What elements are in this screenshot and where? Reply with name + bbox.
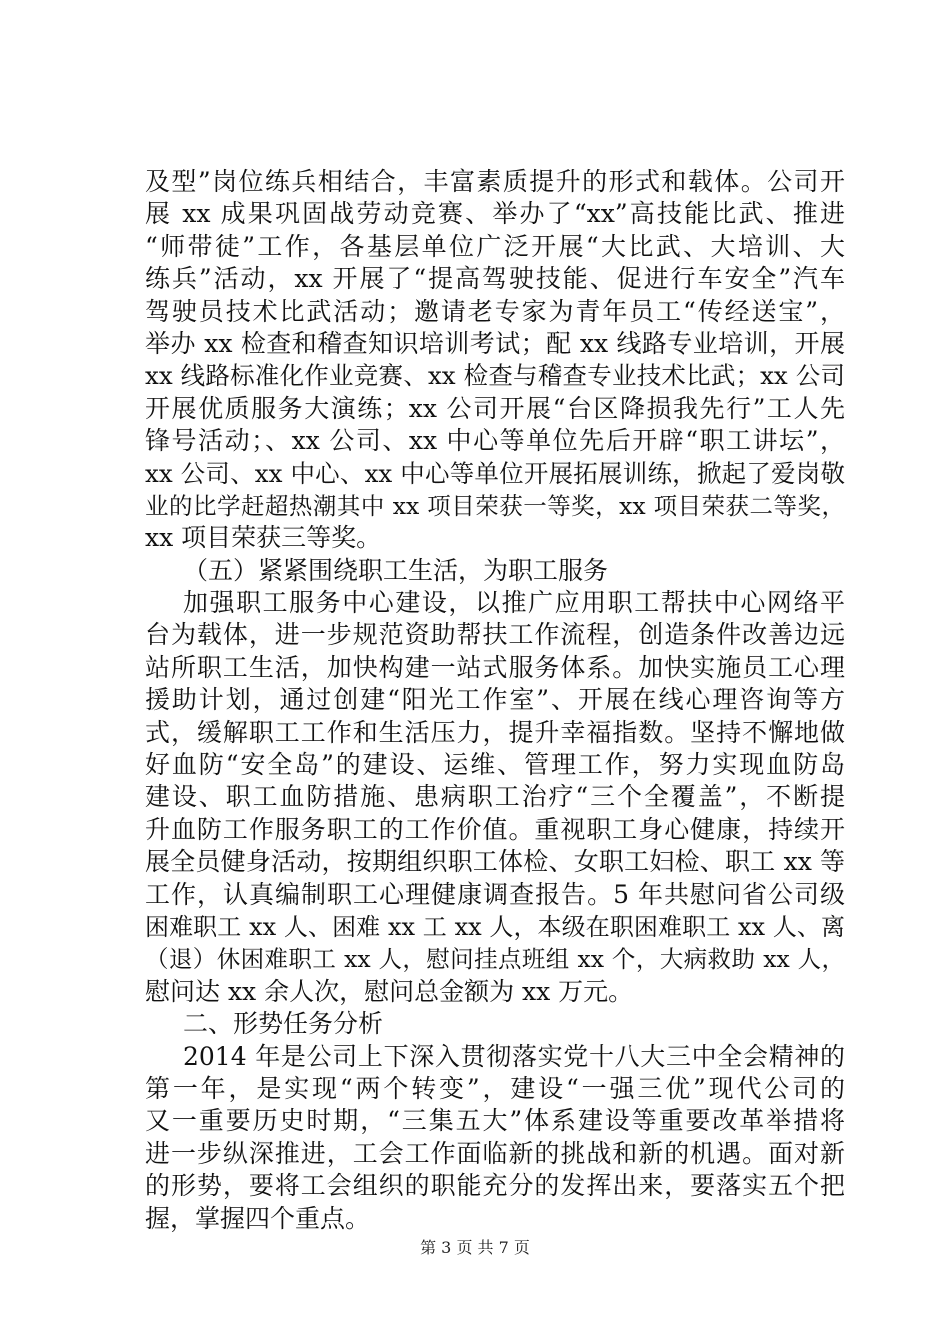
text-line: 展全员健身活动，按期组织职工体检、女职工妇检、职工 xx 等 — [145, 847, 845, 877]
page-number: 第 3 页 共 7 页 — [420, 1238, 530, 1257]
text-line: 开展优质服务大演练；xx 公司开展“台区降损我先行”工人先 — [145, 393, 845, 423]
text-line: 工作，认真编制职工心理健康调查报告。5 年共慰问省公司级 — [145, 879, 845, 909]
text-line: 建设、职工血防措施、患病职工治疗“三个全覆盖”，不断提 — [145, 782, 845, 812]
text-line: 好血防“安全岛”的建设、运维、管理工作，努力实现血防岛 — [145, 750, 845, 780]
text-line: 慰问达 xx 余人次，慰问总金额为 xx 万元。 — [145, 976, 634, 1006]
text-line: 进一步纵深推进，工会工作面临新的挑战和新的机遇。面对新 — [145, 1138, 845, 1168]
text-line: 业的比学赶超热潮其中 xx 项目荣获一等奖，xx 项目荣获二等奖， — [145, 491, 845, 520]
section-heading: （五）紧紧围绕职工生活，为职工服务 — [183, 555, 609, 585]
text-line: 握，掌握四个重点。 — [145, 1203, 371, 1233]
text-line: 第一年，是实现“两个转变”，建设“一强三优”现代公司的 — [145, 1073, 845, 1103]
text-line: 式，缓解职工工作和生活压力，提升幸福指数。坚持不懈地做 — [145, 717, 845, 747]
text-line: 练兵”活动，xx 开展了“提高驾驶技能、促进行车安全”汽车 — [145, 264, 845, 294]
text-line: xx 公司、xx 中心、xx 中心等单位开展拓展训练，掀起了爱岗敬 — [145, 458, 845, 488]
text-line: 台为载体，进一步规范资助帮扶工作流程，创造条件改善边远 — [145, 620, 845, 650]
text-line: 锋号活动；、xx 公司、xx 中心等单位先后开辟“职工讲坛”， — [145, 426, 845, 456]
text-line: 驾驶员技术比武活动；邀请老专家为青年员工“传经送宝”， — [145, 296, 845, 326]
text-line: 站所职工生活，加快构建一站式服务体系。加快实施员工心理 — [145, 652, 845, 682]
text-line: 升血防工作服务职工的工作价值。重视职工身心健康，持续开 — [145, 814, 845, 844]
text-line: （退）休困难职工 xx 人，慰问挂点班组 xx 个，大病救助 xx 人， — [145, 945, 845, 974]
text-line: “师带徒”工作，各基层单位广泛开展“大比武、大培训、大 — [145, 231, 845, 261]
text-line: 加强职工服务中心建设，以推广应用职工帮扶中心网络平 — [183, 588, 845, 618]
text-line: xx 项目荣获三等奖。 — [145, 523, 382, 553]
section-heading: 二、形势任务分析 — [183, 1009, 384, 1039]
body-text — [145, 166, 845, 1235]
text-line: 2014 年是公司上下深入贯彻落实党十八大三中全会精神的 — [183, 1041, 845, 1071]
text-line: 举办 xx 检查和稽查知识培训考试；配 xx 线路专业培训，开展 — [145, 328, 845, 358]
text-line: 又一重要历史时期，“三集五大”体系建设等重要改革举措将 — [145, 1106, 845, 1136]
text-line: 及型”岗位练兵相结合，丰富素质提升的形式和载体。公司开 — [145, 167, 845, 196]
text-line: 援助计划，通过创建“阳光工作室”、开展在线心理咨询等方 — [145, 685, 845, 715]
text-line: 困难职工 xx 人、困难 xx 工 xx 人，本级在职困难职工 xx 人、离 — [145, 912, 845, 941]
text-line: xx 线路标准化作业竞赛、xx 检查与稽查专业技术比武；xx 公司 — [145, 361, 845, 391]
text-line: 的形势，要将工会组织的职能充分的发挥出来，要落实五个把 — [145, 1171, 845, 1201]
text-line: 展 xx 成果巩固战劳动竞赛、举办了“xx”高技能比武、推进 — [145, 199, 845, 229]
